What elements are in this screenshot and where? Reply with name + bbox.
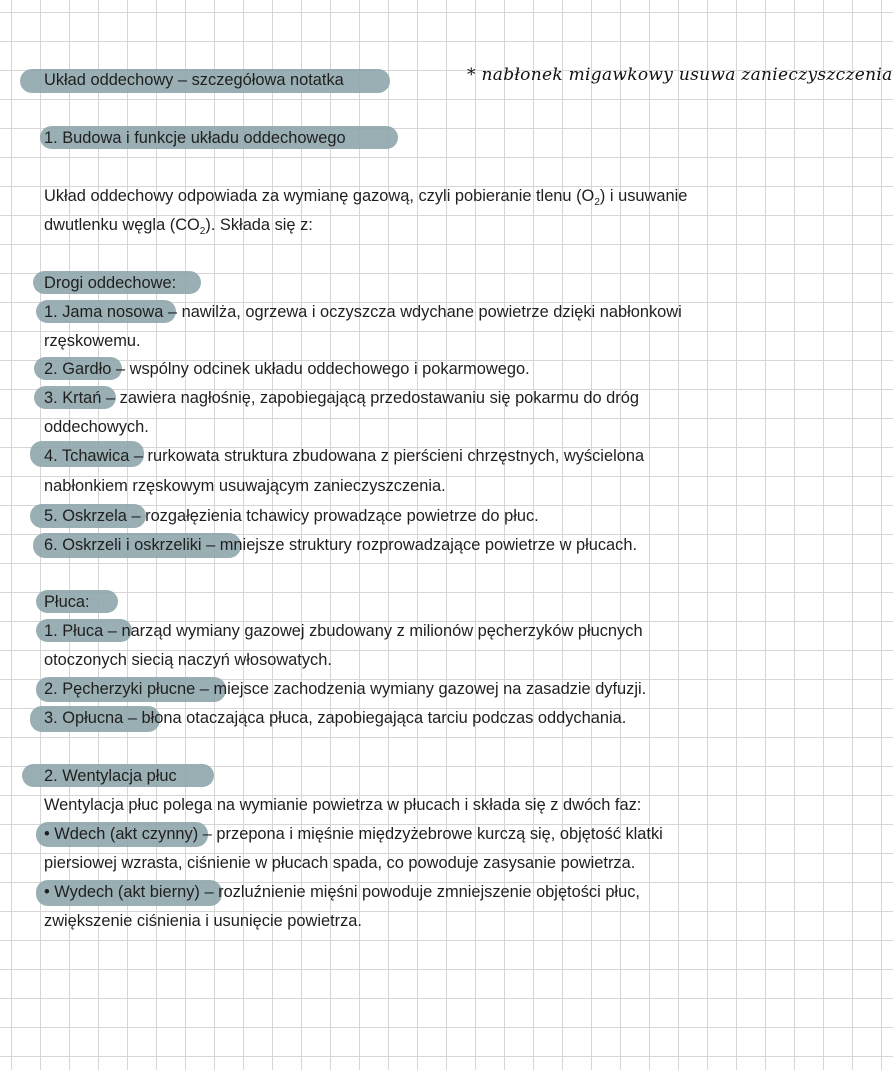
- handwritten-annotation: * nabłonek migawkowy usuwa zanieczyszczenia: [467, 65, 893, 85]
- intro-line-1: [44, 185, 687, 214]
- ventilation-line: • Wdech (akt czynny) – przepona i mięśnie międzyżebrowe kurczą się, objętość klatki: [44, 825, 663, 843]
- intro-text-2a: dwutlenku węgla (CO: [44, 216, 200, 234]
- airways-line: 5. Oskrzela – rozgałęzienia tchawicy prowadzące powietrze do płuc.: [44, 507, 539, 525]
- intro-text-1a: Układ oddechowy odpowiada za wymianę gazową, czyli pobieranie tlenu (O: [44, 187, 595, 205]
- section2-heading: 2. Wentylacja płuc: [44, 767, 177, 785]
- airways-line: oddechowych.: [44, 418, 149, 436]
- ventilation-line: • Wydech (akt bierny) – rozluźnienie mięśni powoduje zmniejszenie objętości płuc,: [44, 883, 640, 901]
- airways-heading: Drogi oddechowe:: [44, 274, 177, 292]
- intro-line-2: [44, 214, 313, 243]
- section1-heading: 1. Budowa i funkcje układu oddechowego: [44, 129, 346, 147]
- intro-text-1b: ) i usuwanie: [599, 187, 688, 205]
- page-title: Układ oddechowy – szczegółowa notatka: [44, 71, 344, 89]
- airways-line: rzęskowemu.: [44, 332, 141, 350]
- airways-line: 2. Gardło – wspólny odcinek układu oddechowego i pokarmowego.: [44, 360, 530, 378]
- lungs-line: 3. Opłucna – błona otaczająca płuca, zapobiegająca tarciu podczas oddychania.: [44, 709, 627, 727]
- lungs-line: 2. Pęcherzyki płucne – miejsce zachodzenia wymiany gazowej na zasadzie dyfuzji.: [44, 680, 647, 698]
- airways-line: 3. Krtań – zawiera nagłośnię, zapobiegającą przedostawaniu się pokarmu do dróg: [44, 389, 639, 407]
- ventilation-line: Wentylacja płuc polega na wymianie powietrza w płucach i składa się z dwóch faz:: [44, 796, 642, 814]
- oxygen-subscript: 2: [594, 197, 600, 208]
- lungs-line: 1. Płuca – narząd wymiany gazowej zbudowany z milionów pęcherzyków płucnych: [44, 622, 643, 640]
- airways-line: nabłonkiem rzęskowym usuwającym zanieczyszczenia.: [44, 477, 446, 495]
- ventilation-line: zwiększenie ciśnienia i usunięcie powietrza.: [44, 912, 362, 930]
- intro-text-2b: ). Składa się z:: [205, 216, 313, 234]
- airways-line: 4. Tchawica – rurkowata struktura zbudowana z pierścieni chrzęstnych, wyścielona: [44, 447, 645, 465]
- airways-line: 6. Oskrzeli i oskrzeliki – mniejsze struktury rozprowadzające powietrze w płucach.: [44, 536, 638, 554]
- ventilation-line: piersiowej wzrasta, ciśnienie w płucach spada, co powoduje zasysanie powietrza.: [44, 854, 636, 872]
- lungs-line: otoczonych siecią naczyń włosowatych.: [44, 651, 332, 669]
- co2-subscript: 2: [199, 226, 206, 237]
- lungs-heading: Płuca:: [44, 593, 90, 611]
- airways-line: 1. Jama nosowa – nawilża, ogrzewa i oczyszcza wdychane powietrze dzięki nabłonkowi: [44, 303, 682, 321]
